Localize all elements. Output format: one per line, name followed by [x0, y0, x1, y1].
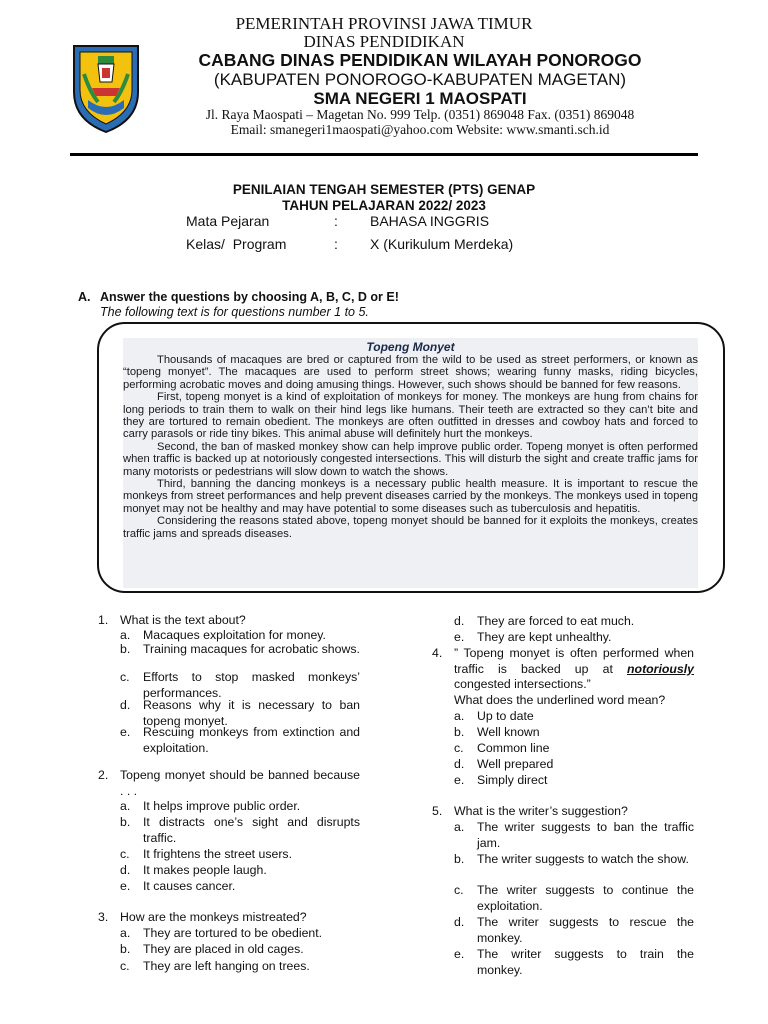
option-text: It distracts one’s sight and disrupts traffic. [143, 815, 360, 845]
quote-end: congested intersections.” [454, 677, 591, 692]
option-letter: b. [120, 815, 131, 829]
option-letter: c. [120, 670, 130, 684]
question-text: Topeng monyet should be banned because . . . [120, 768, 360, 798]
class-label: Kelas/ Program [186, 236, 287, 252]
section-sub-instruction: The following text is for questions number 1 to 5. [100, 305, 369, 319]
exam-year: TAHUN PELAJARAN 2022/ 2023 [282, 198, 486, 213]
option-letter: c. [454, 883, 464, 897]
option-letter: b. [120, 642, 131, 656]
question-text: What is the writer’s suggestion? [454, 804, 628, 818]
option-letter: a. [454, 820, 465, 834]
option-letter: b. [454, 852, 465, 866]
option-text: The writer suggests to rescue the monkey. [477, 915, 694, 945]
question-quote [454, 646, 694, 693]
option-text: The writer suggests to continue the exploitation. [477, 883, 694, 913]
option-letter: c. [120, 959, 130, 973]
option-letter: a. [120, 628, 131, 642]
option-text: Macaques exploitation for money. [143, 628, 326, 642]
class-colon: : [334, 236, 338, 252]
option-letter: a. [454, 709, 465, 723]
option-text: Efforts to stop masked monkeys’ performances. [143, 670, 360, 700]
subject-value: BAHASA INGGRIS [370, 213, 490, 229]
option-letter: b. [120, 942, 131, 956]
question-number: 2. [98, 768, 109, 782]
option-letter: e. [454, 947, 465, 961]
subject-colon: : [334, 213, 338, 229]
option-text: Rescuing monkeys from extinction and exploitation. [143, 725, 360, 755]
option-letter: a. [120, 926, 131, 940]
underlined-word: notoriously [627, 661, 694, 676]
option-text: The writer suggests to ban the traffic jam. [477, 820, 694, 850]
option-text: Well known [477, 725, 540, 739]
header-contact: Email: smanegeri1maospati@yahoo.com Website: www.smanti.sch.id [230, 122, 610, 137]
option-letter: c. [454, 741, 464, 755]
question-text: How are the monkeys mistreated? [120, 910, 307, 924]
header-office: DINAS PENDIDIKAN [303, 32, 465, 51]
reading-passage-area [123, 338, 698, 588]
question-number: 1. [98, 613, 109, 627]
option-text: They are forced to eat much. [477, 614, 635, 628]
passage-paragraph: Third, banning the dancing monkeys is a necessary public health measure. It is important to rescue the monkeys from street performances and help prevent diseases carried by the monkeys. The monkeys used in topeng monyet may not be healthy and may have potential to some diseases such as tuberculosis and hepatitis. [123, 478, 698, 515]
option-text: It frightens the street users. [143, 847, 292, 861]
option-text: It makes people laugh. [143, 863, 267, 877]
option-letter: d. [454, 915, 465, 929]
option-letter: c. [120, 847, 130, 861]
option-letter: d. [120, 863, 131, 877]
option-letter: d. [454, 614, 465, 628]
passage-paragraph: First, topeng monyet is a kind of exploitation of monkeys for money. The monkeys are hung from chains for long periods to train them to walk on their hind legs like humans. Their teeth are extracted so they can’t bite and they are tortured to remain obedient. The monkeys are often outfitted in dresses and cowboy hats and forced to carry parasols or ride tiny bikes. This animal abuse will definitely hurt the monkeys. [123, 391, 698, 441]
option-letter: d. [120, 698, 131, 712]
option-text: The writer suggests to watch the show. [477, 852, 689, 866]
header-address: Jl. Raya Maospati – Magetan No. 999 Telp. (0351) 869048 Fax. (0351) 869048 [205, 107, 635, 122]
option-text: It helps improve public order. [143, 799, 301, 813]
option-letter: d. [454, 757, 465, 771]
option-text: Reasons why it is necessary to ban topeng monyet. [143, 698, 360, 728]
subject-label: Mata Pejaran [186, 213, 270, 229]
quote-start: ” Topeng monyet is often performed when traffic is backed up at [454, 646, 694, 676]
header-school-name: SMA NEGERI 1 MAOSPATI [313, 89, 527, 108]
header-regency: (KABUPATEN PONOROGO-KABUPATEN MAGETAN) [213, 70, 627, 89]
option-text: It causes cancer. [143, 879, 236, 893]
option-text: They are left hanging on trees. [143, 959, 310, 973]
option-letter: b. [454, 725, 465, 739]
header-government: PEMERINTAH PROVINSI JAWA TIMUR [235, 14, 533, 33]
section-label: A. [78, 290, 91, 304]
question-number: 5. [432, 804, 443, 818]
option-letter: e. [120, 879, 131, 893]
passage-title: Topeng Monyet [366, 340, 455, 354]
option-text: They are kept unhealthy. [477, 630, 612, 644]
passage-paragraph: Thousands of macaques are bred or captured from the wild to be used as street performers, or known as “topeng monyet”. The macaques are used to perform street shows; wearing funny masks, riding bicycles, performing acrobatic moves and doing amusing things. However, such shows should be banned for few reasons. [123, 354, 698, 391]
question-text: What does the underlined word mean? [454, 693, 666, 707]
header-branch: CABANG DINAS PENDIDIKAN WILAYAH PONOROGO [198, 50, 642, 70]
option-text: Simply direct [477, 773, 548, 787]
option-letter: e. [120, 725, 131, 739]
option-text: Training macaques for acrobatic shows. [143, 642, 360, 656]
passage-paragraph: Second, the ban of masked monkey show can help improve public order. Topeng monyet is often performed when traffic is backed up at notoriously congested intersections. This will disturb the sight and create traffic jams for many motorists or pedestrians will slow down to watch the shows. [123, 440, 698, 478]
reading-passage-box [97, 322, 725, 593]
passage-paragraph: Considering the reasons stated above, topeng monyet should be banned for it exploits the monkeys, creates traffic jams and spreads diseases. [123, 515, 698, 540]
option-text: They are tortured to be obedient. [143, 926, 323, 940]
section-instruction: Answer the questions by choosing A, B, C, D or E! [100, 290, 399, 304]
question-number: 3. [98, 910, 109, 924]
option-text: Up to date [477, 709, 534, 723]
header-divider [70, 153, 698, 156]
class-value: X (Kurikulum Merdeka) [370, 236, 514, 252]
question-number: 4. [432, 646, 443, 660]
option-text: The writer suggests to train the monkey. [477, 947, 694, 977]
option-text: Common line [477, 741, 550, 755]
option-text: They are placed in old cages. [143, 942, 304, 956]
option-letter: e. [454, 773, 465, 787]
exam-title: PENILAIAN TENGAH SEMESTER (PTS) GENAP [232, 182, 536, 197]
option-text: Well prepared [477, 757, 554, 771]
question-text: What is the text about? [120, 613, 246, 627]
option-letter: a. [120, 799, 131, 813]
option-letter: e. [454, 630, 465, 644]
